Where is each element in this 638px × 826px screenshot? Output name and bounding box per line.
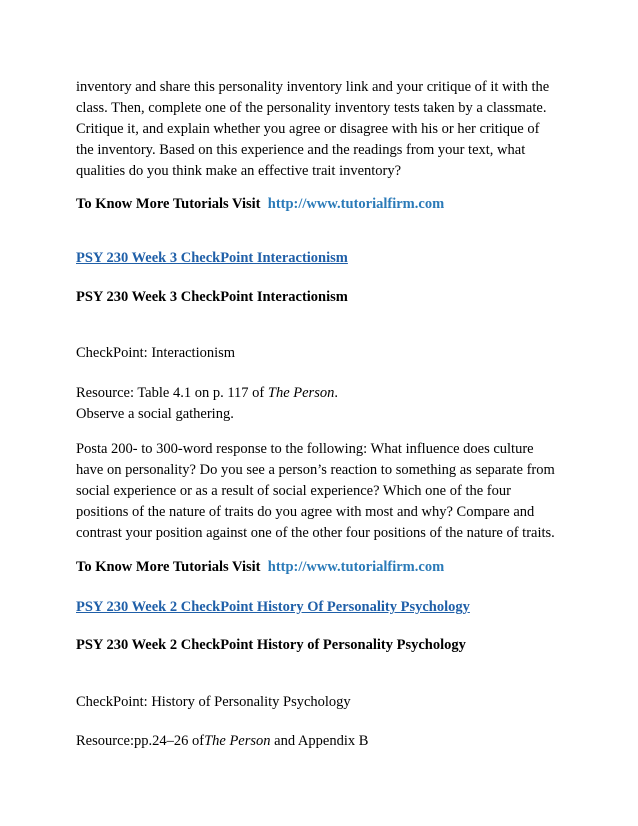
paragraph-line: inventory and share this personality inventory link and your critique of it with the xyxy=(76,79,550,95)
section-heading xyxy=(76,287,576,308)
paragraph-line: the inventory. Based on this experience and the readings from your text, what xyxy=(76,142,526,158)
section-link-title xyxy=(76,248,576,269)
promo-line xyxy=(76,194,576,215)
promo-label: To Know More Tutorials Visit xyxy=(76,559,261,575)
paragraph-line: social experience or as a result of social experience? Which one of the four xyxy=(76,483,511,499)
book-title: The Person xyxy=(204,733,271,749)
section-heading xyxy=(76,635,576,656)
week3-resource: Resource: Table 4.1 on p. 117 of The Person. xyxy=(76,385,338,401)
resource-block xyxy=(76,383,576,425)
paragraph-line: positions of the nature of traits do you agree with most and why? Compare and xyxy=(76,504,535,520)
week2-checkpoint: CheckPoint: History of Personality Psychology xyxy=(76,694,351,710)
week3-title-link[interactable]: PSY 230 Week 3 CheckPoint Interactionism xyxy=(76,250,348,266)
checkpoint-text xyxy=(76,692,576,713)
assignment-paragraph xyxy=(76,439,576,544)
week2-resource: Resource:pp.24–26 ofThe Person and Appendix B xyxy=(76,733,369,749)
week2-title-link[interactable]: PSY 230 Week 2 CheckPoint History Of Personality Psychology xyxy=(76,599,470,615)
promo-url-link[interactable]: http://www.tutorialfirm.com xyxy=(267,559,445,575)
promo-line xyxy=(76,557,576,578)
week3-heading: PSY 230 Week 3 CheckPoint Interactionism xyxy=(76,289,348,305)
section-link-title xyxy=(76,597,576,618)
promo-url-link[interactable]: http://www.tutorialfirm.com xyxy=(267,196,445,212)
paragraph-line: class. Then, complete one of the personality inventory tests taken by a classmate. xyxy=(76,100,547,116)
week3-observe: Observe a social gathering. xyxy=(76,406,234,422)
paragraph-line: have on personality? Do you see a person’s reaction to something as separate from xyxy=(76,462,555,478)
paragraph-line: qualities do you think make an effective trait inventory? xyxy=(76,163,402,179)
book-title: The Person xyxy=(267,385,335,401)
intro-paragraph xyxy=(76,77,576,182)
week2-heading: PSY 230 Week 2 CheckPoint History of Personality Psychology xyxy=(76,637,466,653)
resource-block xyxy=(76,731,576,752)
checkpoint-text xyxy=(76,343,576,364)
week3-checkpoint: CheckPoint: Interactionism xyxy=(76,345,236,361)
promo-label: To Know More Tutorials Visit xyxy=(76,196,261,212)
paragraph-line: Critique it, and explain whether you agree or disagree with his or her critique of xyxy=(76,121,540,137)
paragraph-line: contrast your position against one of the other four positions of the nature of traits. xyxy=(76,525,555,541)
paragraph-line: Posta 200- to 300-word response to the following: What influence does culture xyxy=(76,441,534,457)
